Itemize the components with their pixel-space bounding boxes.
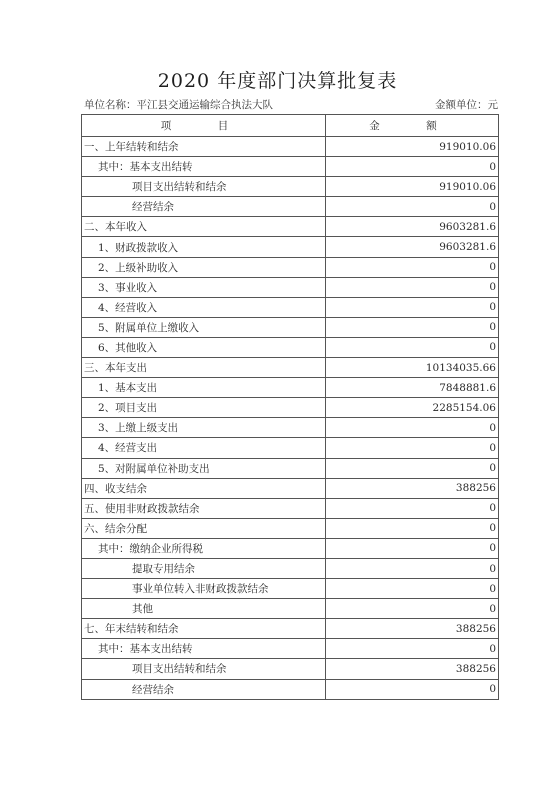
- row-label: 经营结余: [82, 197, 326, 217]
- unit-name-label: 单位名称：平江县交通运输综合执法大队: [84, 99, 273, 111]
- row-label: 提取专用结余: [82, 558, 326, 578]
- table-row: [82, 659, 499, 679]
- row-amount: 0: [326, 438, 499, 458]
- row-amount: 0: [326, 458, 499, 478]
- row-amount: 0: [326, 197, 499, 217]
- table-row: [82, 639, 499, 659]
- row-label: 3、上缴上级支出: [82, 418, 326, 438]
- row-label: 一、上年结转和结余: [82, 137, 326, 157]
- row-label: 项目支出结转和结余: [82, 177, 326, 197]
- row-label: 其中：基本支出结转: [82, 639, 326, 659]
- row-label: 其中：缴纳企业所得税: [82, 538, 326, 558]
- table-row: [82, 579, 499, 599]
- row-label: 经营结余: [82, 679, 326, 699]
- table-row: [82, 538, 499, 558]
- row-amount: 7848881.6: [326, 378, 499, 398]
- row-label: 5、对附属单位补助支出: [82, 458, 326, 478]
- row-label: 1、财政拨款收入: [82, 237, 326, 257]
- row-label: 七、年末结转和结余: [82, 619, 326, 639]
- row-amount: 0: [326, 639, 499, 659]
- table-row: [82, 498, 499, 518]
- row-amount: 0: [326, 498, 499, 518]
- table-row: [82, 378, 499, 398]
- table-row: [82, 297, 499, 317]
- row-amount: 9603281.6: [326, 217, 499, 237]
- table-row: [82, 518, 499, 538]
- row-label: 其他: [82, 599, 326, 619]
- row-amount: 0: [326, 538, 499, 558]
- budget-approval-table: [81, 114, 499, 700]
- table-row: [82, 277, 499, 297]
- table-row: [82, 478, 499, 498]
- row-label: 项目支出结转和结余: [82, 659, 326, 679]
- row-amount: 0: [326, 418, 499, 438]
- row-amount: 919010.06: [326, 177, 499, 197]
- row-label: 六、结余分配: [82, 518, 326, 538]
- row-amount: 388256: [326, 478, 499, 498]
- row-label: 4、经营支出: [82, 438, 326, 458]
- row-label: 4、经营收入: [82, 297, 326, 317]
- row-label: 1、基本支出: [82, 378, 326, 398]
- table-row: [82, 157, 499, 177]
- table-row: [82, 337, 499, 357]
- row-label: 五、使用非财政拨款结余: [82, 498, 326, 518]
- column-header-amount: 金 额: [326, 115, 499, 137]
- row-amount: 0: [326, 518, 499, 538]
- table-row: [82, 358, 499, 378]
- row-amount: 0: [326, 317, 499, 337]
- table-row: [82, 458, 499, 478]
- row-label: 二、本年收入: [82, 217, 326, 237]
- table-row: [82, 177, 499, 197]
- table-row: [82, 137, 499, 157]
- page-title: 2020 年度部门决算批复表: [157, 70, 398, 92]
- table-row: [82, 418, 499, 438]
- row-label: 5、附属单位上缴收入: [82, 317, 326, 337]
- column-header-item: 项 目: [82, 115, 326, 137]
- table-row: [82, 217, 499, 237]
- row-label: 2、上级补助收入: [82, 257, 326, 277]
- table-body: [82, 137, 499, 700]
- table-row: [82, 317, 499, 337]
- row-label: 3、事业收入: [82, 277, 326, 297]
- table-row: [82, 558, 499, 578]
- row-amount: 0: [326, 157, 499, 177]
- table-row: [82, 257, 499, 277]
- row-amount: 0: [326, 277, 499, 297]
- row-label: 6、其他收入: [82, 337, 326, 357]
- row-amount: 0: [326, 599, 499, 619]
- row-label: 2、项目支出: [82, 398, 326, 418]
- row-amount: 0: [326, 579, 499, 599]
- row-amount: 0: [326, 257, 499, 277]
- table-row: [82, 438, 499, 458]
- row-amount: 0: [326, 297, 499, 317]
- row-label: 三、本年支出: [82, 358, 326, 378]
- table-row: [82, 398, 499, 418]
- table-row: [82, 619, 499, 639]
- row-amount: 10134035.66: [326, 358, 499, 378]
- table-row: [82, 197, 499, 217]
- row-amount: 9603281.6: [326, 237, 499, 257]
- row-amount: 388256: [326, 659, 499, 679]
- row-label: 四、收支结余: [82, 478, 326, 498]
- row-amount: 0: [326, 679, 499, 699]
- row-amount: 388256: [326, 619, 499, 639]
- table-row: [82, 599, 499, 619]
- table-row: [82, 237, 499, 257]
- row-amount: 0: [326, 558, 499, 578]
- row-amount: 919010.06: [326, 137, 499, 157]
- currency-unit-label: 金额单位：元: [435, 99, 498, 111]
- row-label: 其中：基本支出结转: [82, 157, 326, 177]
- row-amount: 2285154.06: [326, 398, 499, 418]
- table-header: [82, 115, 499, 137]
- table-row: [82, 679, 499, 699]
- row-label: 事业单位转入非财政拨款结余: [82, 579, 326, 599]
- row-amount: 0: [326, 337, 499, 357]
